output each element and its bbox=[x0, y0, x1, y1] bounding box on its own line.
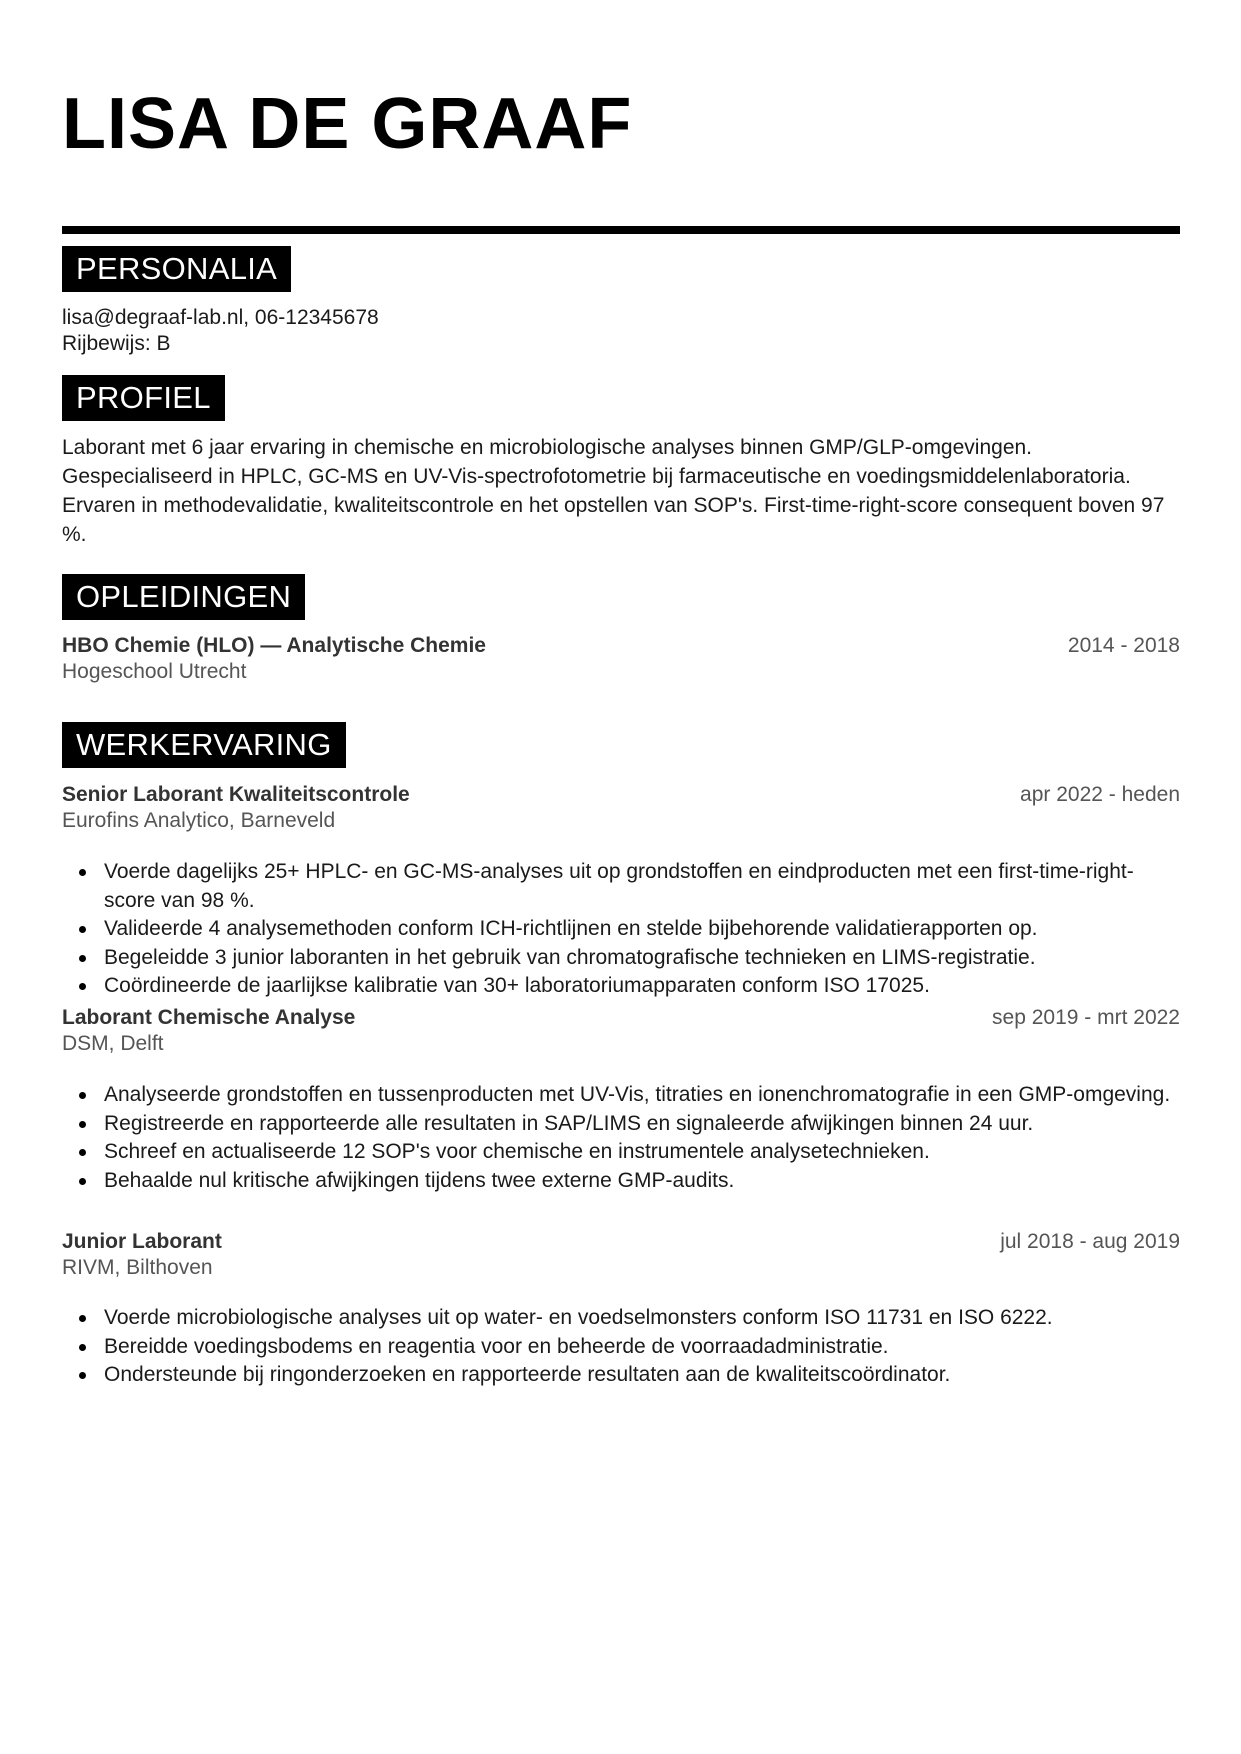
profile-text: Laborant met 6 jaar ervaring in chemische en microbiologische analyses binnen GMP/GLP-omgevingen. Gespecialiseerd in HPLC, GC-MS en UV-Vis-spectrofotometrie bij farmaceutische en voedingsmiddelenlaboratoria. Ervaren in methodevalidatie, kwaliteitscontrole en het opstellen van SOP's. First-time-right-score consequent boven 97 %. bbox=[62, 436, 1165, 546]
job-entry bbox=[62, 1004, 1180, 1032]
header-divider bbox=[62, 226, 1180, 234]
job-bullet-list bbox=[62, 1081, 1180, 1195]
job-bullet-list bbox=[62, 858, 1180, 1001]
job-bullet: Voerde microbiologische analyses uit op water- en voedselmonsters conform ISO 11731 en ISO 6222. bbox=[62, 1304, 1180, 1333]
education-entry bbox=[62, 632, 1180, 660]
job-bullet: Registreerde en rapporteerde alle resultaten in SAP/LIMS en signaleerde afwijkingen binnen 24 uur. bbox=[62, 1110, 1180, 1139]
job-bullet-list bbox=[62, 1304, 1180, 1390]
job-date: jul 2018 - aug 2019 bbox=[1000, 1230, 1180, 1253]
section-title-werkervaring: WERKERVARING bbox=[62, 722, 346, 768]
job-bullet: Ondersteunde bij ringonderzoeken en rapporteerde resultaten aan de kwaliteitscoördinator. bbox=[62, 1361, 1180, 1390]
job-title: Senior Laborant Kwaliteitscontrole bbox=[62, 783, 410, 806]
job-company: Eurofins Analytico, Barneveld bbox=[62, 809, 336, 832]
job-company: DSM, Delft bbox=[62, 1032, 164, 1055]
job-bullet: Behaalde nul kritische afwijkingen tijdens twee externe GMP-audits. bbox=[62, 1167, 1180, 1196]
section-title-personalia: PERSONALIA bbox=[62, 246, 291, 292]
job-bullet: Voerde dagelijks 25+ HPLC- en GC-MS-analyses uit op grondstoffen en eindproducten met een first-time-right-score van 98 %. bbox=[62, 858, 1180, 915]
drivers-license: Rijbewijs: B bbox=[62, 332, 171, 355]
section-title-opleidingen: OPLEIDINGEN bbox=[62, 574, 305, 620]
job-bullet: Schreef en actualiseerde 12 SOP's voor chemische en instrumentele analysetechnieken. bbox=[62, 1138, 1180, 1167]
education-institution: Hogeschool Utrecht bbox=[62, 660, 247, 683]
job-title: Laborant Chemische Analyse bbox=[62, 1006, 356, 1029]
job-bullet: Coördineerde de jaarlijkse kalibratie van 30+ laboratoriumapparaten conform ISO 17025. bbox=[62, 972, 1180, 1001]
job-bullet: Analyseerde grondstoffen en tussenproducten met UV-Vis, titraties en ionenchromatografie in een GMP-omgeving. bbox=[62, 1081, 1180, 1110]
job-date: sep 2019 - mrt 2022 bbox=[992, 1006, 1180, 1029]
section-title-profiel: PROFIEL bbox=[62, 375, 225, 421]
education-title: HBO Chemie (HLO) — Analytische Chemie bbox=[62, 634, 486, 657]
job-bullet: Bereidde voedingsbodems en reagentia voor en beheerde de voorraadadministratie. bbox=[62, 1333, 1180, 1362]
contact-info: lisa@degraaf-lab.nl, 06-12345678 bbox=[62, 306, 379, 329]
job-entry bbox=[62, 1228, 1180, 1256]
job-date: apr 2022 - heden bbox=[1020, 783, 1180, 806]
job-bullet: Valideerde 4 analysemethoden conform ICH-richtlijnen en stelde bijbehorende validatierapporten op. bbox=[62, 915, 1180, 944]
education-date: 2014 - 2018 bbox=[1067, 634, 1180, 657]
job-title: Junior Laborant bbox=[62, 1230, 222, 1253]
job-bullet: Begeleidde 3 junior laboranten in het gebruik van chromatografische technieken en LIMS-registratie. bbox=[62, 944, 1180, 973]
candidate-name: LISA DE GRAAF bbox=[62, 84, 633, 164]
job-entry bbox=[62, 781, 1180, 809]
job-company: RIVM, Bilthoven bbox=[62, 1256, 213, 1279]
